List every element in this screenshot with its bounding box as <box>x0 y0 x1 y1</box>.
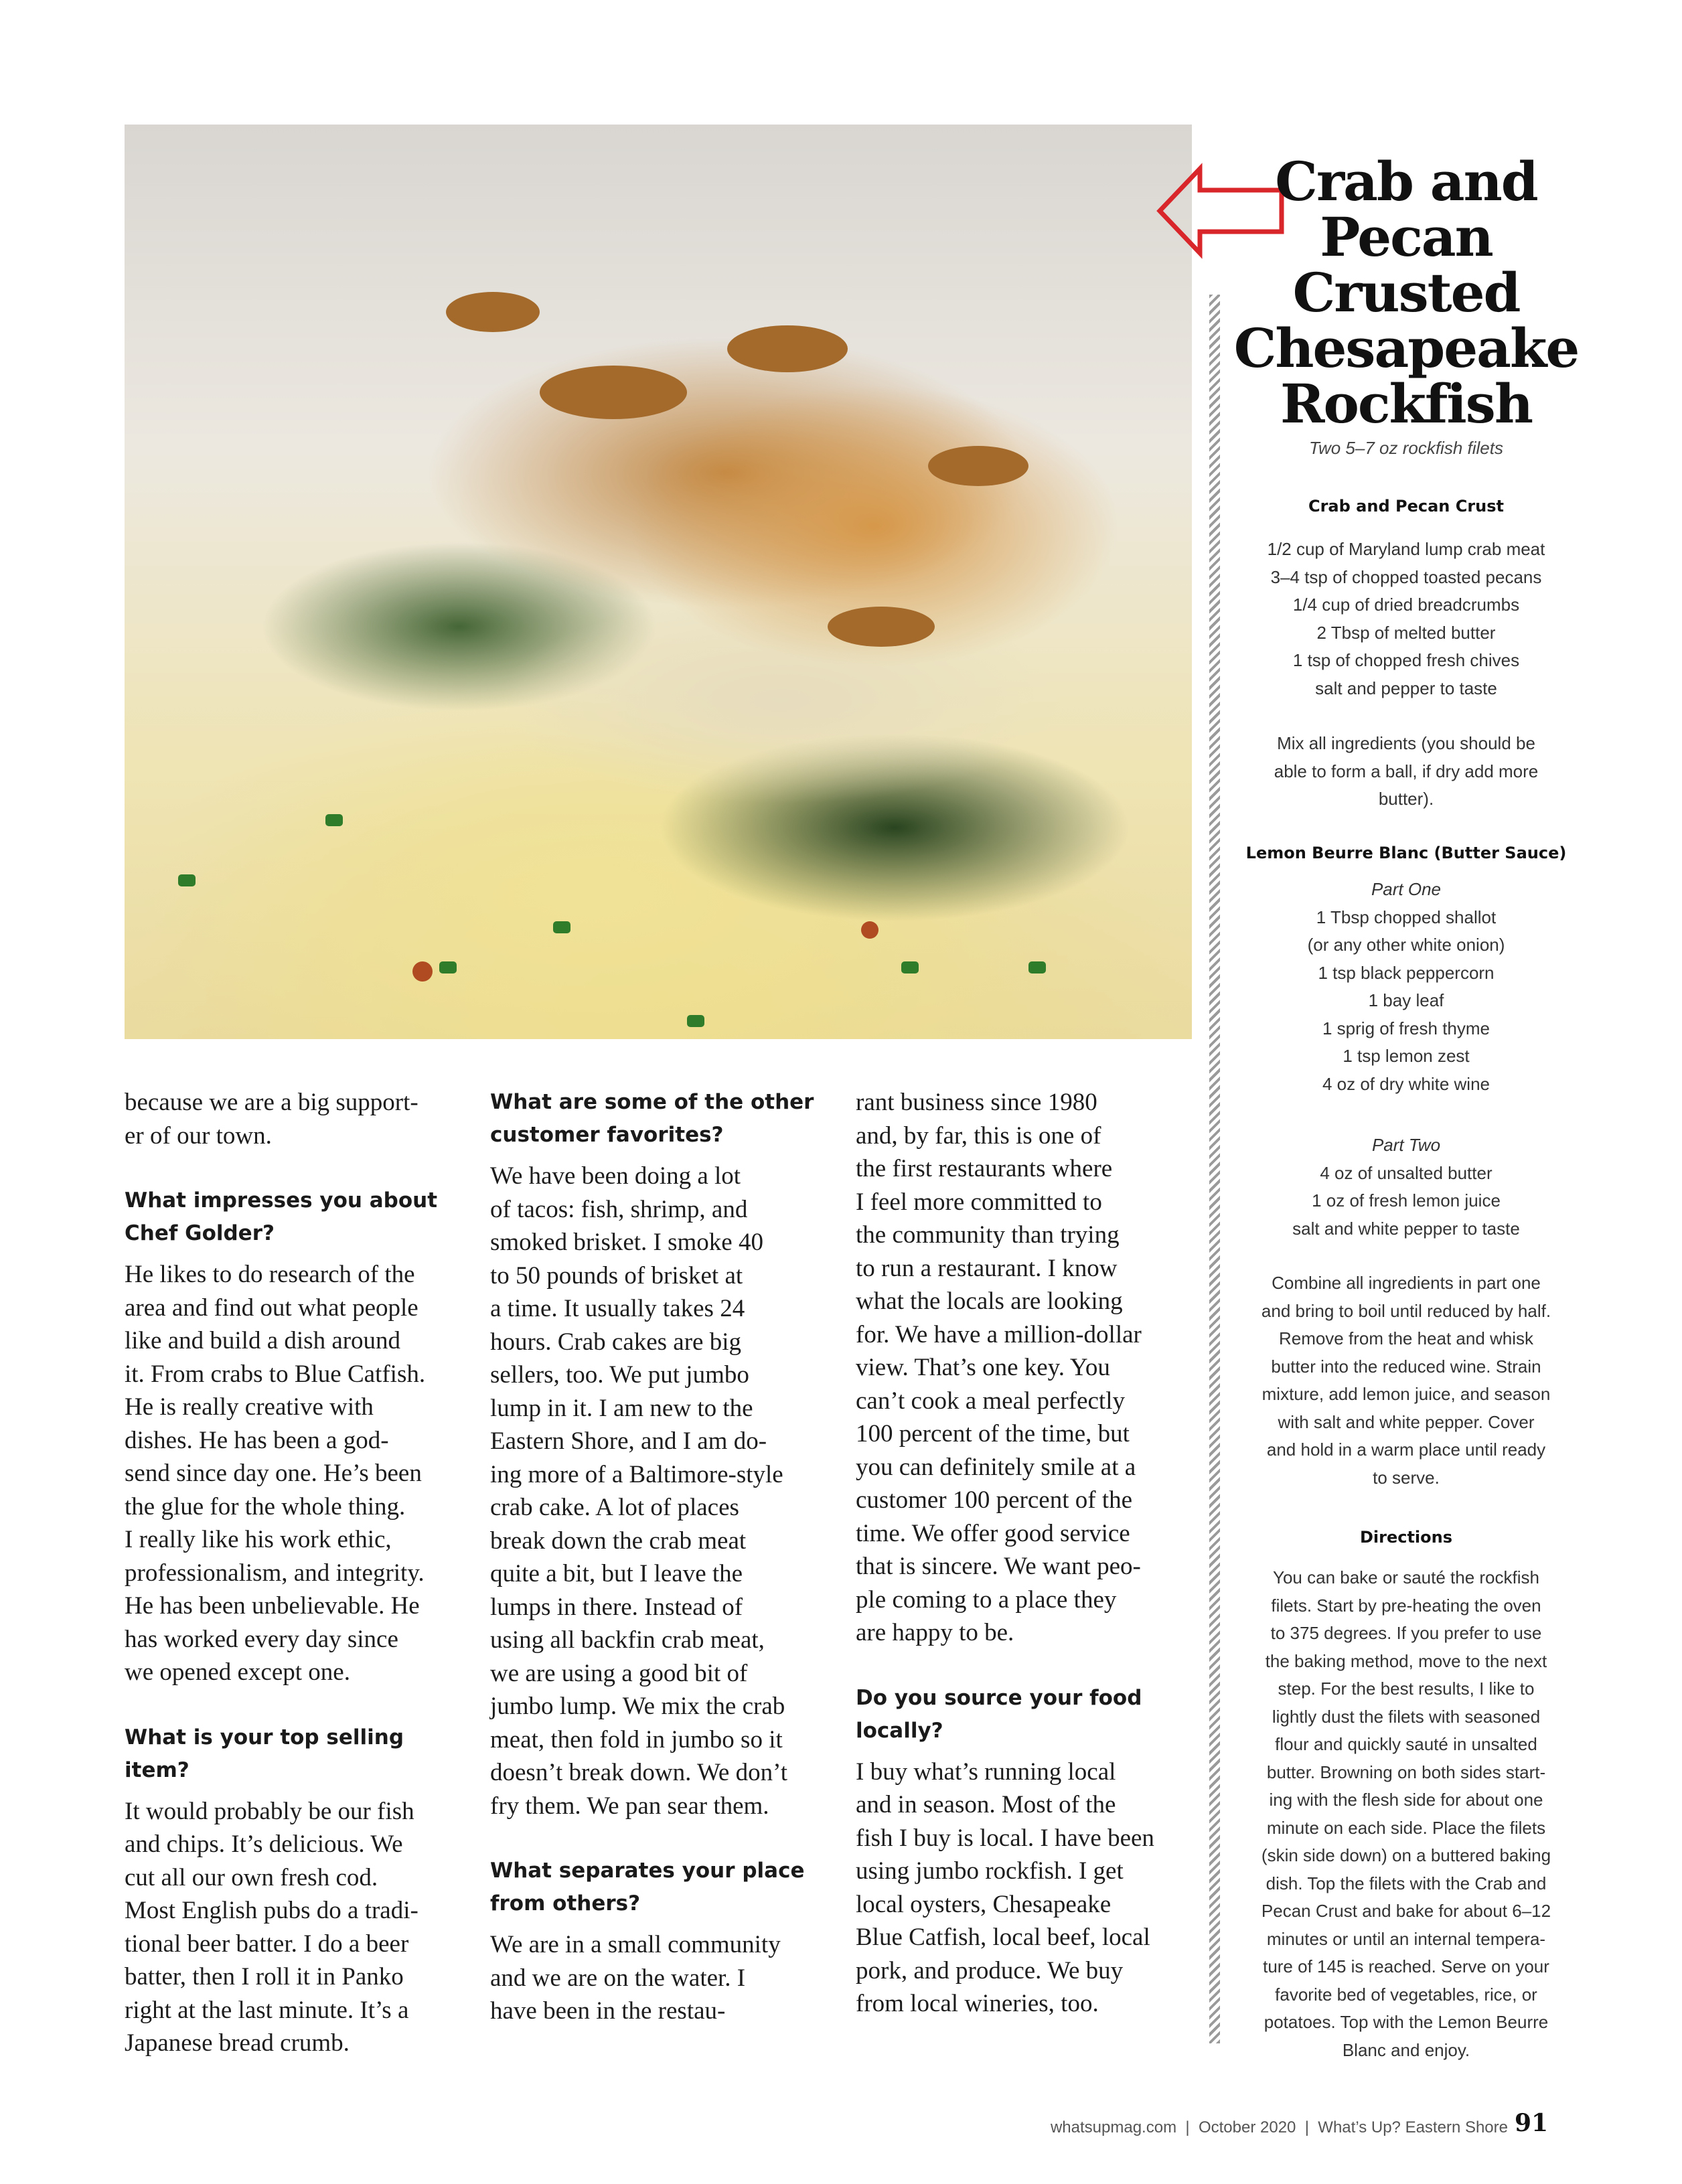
pecan-crust <box>928 446 1028 486</box>
bacon-bit <box>412 961 433 982</box>
chive-garnish <box>1028 961 1046 973</box>
pecan-crust <box>446 292 540 332</box>
interview-question: Do you source your food locally? <box>856 1685 1142 1743</box>
directions-text: You can bake or sauté the rockfish filets. Start by pre-heating the oven to 375 degrees. If you prefer to use the baking method, move to the next step. For the best results, I like to lightly dust the filets with seasoned flour and quickly sauté in unsalted butter. Browning on both sides start- ing with the flesh side for about one minute on each side. Place the filets (skin side down) on a buttered baking dish. Top the filets with the Crab and Pecan Crust and bake for about 6–12 minutes or until an internal tempera- ture of 145 is reached. Serve on your favorite bed of vegetables, rice, or potatoes. Top with the Lemon Beurre Blanc and enjoy. <box>1261 1567 1551 2060</box>
paragraph: rant business since 1980 and, by far, this is one of the first restaurants where I feel more committed to the community than trying to run a restaurant. I know what the locals are looking for. We have a million-dollar view. That’s one key. You can’t cook a meal perfectly 100 percent of the time, but you can definitely smile at a customer 100 percent of the time. We offer good service that is sincere. We want peo- ple coming to a place they are happy to be. <box>856 1089 1142 1646</box>
article-column-2 <box>490 1086 845 2028</box>
pecan-crust <box>828 607 935 647</box>
rockfish-dish-photo <box>125 125 1192 1039</box>
interview-question: What are some of the other customer favorites? <box>490 1090 814 1147</box>
interview-question: What separates your place from others? <box>490 1859 805 1916</box>
article-column-1 <box>125 1086 473 2060</box>
chive-garnish <box>178 874 196 886</box>
crust-instructions: Mix all ingredients (you should be able to form a ball, if dry add more butter). <box>1274 733 1539 809</box>
paragraph: He likes to do research of the area and find out what people like and build a dish around it. From crabs to Blue Catfish. He is really creative with dishes. He has been a god- send since day one. He’s been the glue for the whole thing. I really like his work ethic, professionalism, and integrity. He has been unbelievable. He has worked every day since we opened except one. <box>125 1261 426 1686</box>
article-column-3 <box>856 1086 1204 2021</box>
sauce-part-two: Part Two 4 oz of unsalted butter 1 oz of fresh lemon juice salt and white pepper to taste <box>1292 1135 1520 1239</box>
sauce-part-one: Part One 1 Tbsp chopped shallot (or any other white onion) 1 tsp black peppercorn 1 bay leaf 1 sprig of fresh thyme 1 tsp lemon zest 4 oz of dry white wine <box>1307 879 1505 1094</box>
recipe-subtitle: Two 5–7 oz rockfish filets <box>1309 438 1503 458</box>
pecan-crust <box>727 325 848 372</box>
chive-garnish <box>325 814 343 826</box>
paragraph: I buy what’s running local and in season. Most of the fish I buy is local. I have been using jumbo rockfish. I get local oysters, Chesapeake Blue Catfish, local beef, local pork, and produce. We buy from local wineries, too. <box>856 1758 1154 2017</box>
sauce-instructions: Combine all ingredients in part one and bring to boil until reduced by half. Remove from the heat and whisk butter into the reduced wine. Strain mixture, add lemon juice, and season with salt and white pepper. Cover and hold in a warm place until ready to serve. <box>1261 1273 1551 1488</box>
chive-garnish <box>687 1015 704 1027</box>
chive-garnish <box>901 961 919 973</box>
chive-garnish <box>553 921 570 933</box>
interview-question: What impresses you about Chef Golder? <box>125 1188 438 1245</box>
page-number: 91 <box>1515 2109 1549 2137</box>
chive-garnish <box>439 961 457 973</box>
footer-info: whatsupmag.com | October 2020 | What’s Up? Eastern Shore <box>1050 2118 1508 2136</box>
paragraph: because we are a big support- er of our town. <box>125 1089 418 1150</box>
crust-heading: Crab and Pecan Crust <box>1308 497 1505 516</box>
recipe-title: Crab and Pecan Crusted Chesapeake Rockfish <box>1233 150 1579 435</box>
sauce-heading: Lemon Beurre Blanc (Butter Sauce) <box>1245 844 1567 862</box>
paragraph: We have been doing a lot of tacos: fish, shrimp, and smoked brisket. I smoke 40 to 50 pounds of brisket at a time. It usually takes 24 hours. Crab cakes are big sellers, too. We put jumbo lump in it. I am new to the Eastern Shore, and I am do- ing more of a Baltimore-style crab cake. A lot of places break down the crab meat quite a bit, but I leave the lumps in there. Instead of using all backfin crab meat, we are using a good bit of jumbo lump. We mix the crab meat, then fold in jumbo so it doesn’t break down. We don’t fry them. We pan sear them. <box>490 1162 788 1820</box>
directions-heading: Directions <box>1359 1528 1453 1547</box>
hatched-divider <box>1209 295 1220 2043</box>
bacon-bit <box>861 921 878 939</box>
crust-ingredients: 1/2 cup of Maryland lump crab meat 3–4 tsp of chopped toasted pecans 1/4 cup of dried breadcrumbs 2 Tbsp of melted butter 1 tsp of chopped fresh chives salt and pepper to taste <box>1267 539 1545 698</box>
pecan-crust <box>540 366 687 419</box>
paragraph: We are in a small community and we are on the water. I have been in the restau- <box>490 1931 781 2025</box>
paragraph: It would probably be our fish and chips. It’s delicious. We cut all our own fresh cod. Most English pubs do a tradi- tional beer batter. I do a beer batter, then I roll it in Panko right at the last minute. It’s a Japanese bread crumb. <box>125 1797 418 2057</box>
interview-question: What is your top selling item? <box>125 1725 404 1782</box>
